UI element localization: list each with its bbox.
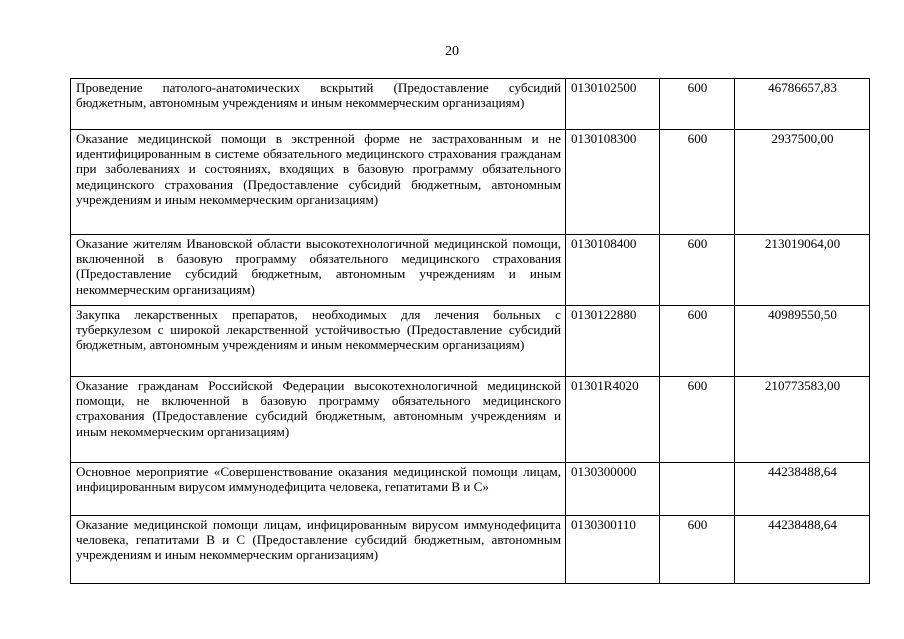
row-code: 0130300000 <box>566 463 660 516</box>
row-code: 0130102500 <box>566 79 660 130</box>
table-row <box>71 463 870 516</box>
row-description: Проведение патолого-анатомических вскрытий (Предоставление субсидий бюджетным, автономным учреждениям и иным некоммерческим организациям) <box>71 79 566 130</box>
row-amount: 2937500,00 <box>735 130 870 235</box>
row-expense-type: 600 <box>660 79 735 130</box>
row-description: Оказание гражданам Российской Федерации высокотехнологичной медицинской помощи, не включенной в базовую программу обязательного медицинского страхования (Предоставление субсидий бюджетным, автономным учреждениям и иным некоммерческим организациям) <box>71 377 566 463</box>
table-row <box>71 79 870 130</box>
row-expense-type: 600 <box>660 306 735 377</box>
row-amount: 46786657,83 <box>735 79 870 130</box>
row-amount: 40989550,50 <box>735 306 870 377</box>
row-amount: 210773583,00 <box>735 377 870 463</box>
row-code: 0130122880 <box>566 306 660 377</box>
row-expense-type: 600 <box>660 516 735 584</box>
row-description: Основное мероприятие «Совершенствование оказания медицинской помощи лицам, инфицированным вирусом иммунодефицита человека, гепатитами B и C» <box>71 463 566 516</box>
row-expense-type <box>660 463 735 516</box>
row-description: Оказание жителям Ивановской области высокотехнологичной медицинской помощи, включенной в базовую программу обязательного медицинского страхования (Предоставление субсидий бюджетным, автономным учреждениям и иным некоммерческим организациям) <box>71 235 566 306</box>
row-code: 0130108400 <box>566 235 660 306</box>
row-amount: 44238488,64 <box>735 516 870 584</box>
row-expense-type: 600 <box>660 235 735 306</box>
table-row <box>71 130 870 235</box>
row-description: Закупка лекарственных препаратов, необходимых для лечения больных с туберкулезом с широкой лекарственной устойчивостью (Предоставление субсидий бюджетным, автономным учреждениям и иным некоммерческим организациям) <box>71 306 566 377</box>
row-code: 01301R4020 <box>566 377 660 463</box>
row-expense-type: 600 <box>660 130 735 235</box>
row-code: 0130300110 <box>566 516 660 584</box>
page-number: 20 <box>445 44 459 59</box>
row-amount: 44238488,64 <box>735 463 870 516</box>
budget-table <box>70 78 870 584</box>
row-description: Оказание медицинской помощи лицам, инфицированным вирусом иммунодефицита человека, гепатитами B и C (Предоставление субсидий бюджетным, автономным учреждениям и иным некоммерческим организациям) <box>71 516 566 584</box>
row-expense-type: 600 <box>660 377 735 463</box>
row-description: Оказание медицинской помощи в экстренной форме не застрахованным и не идентифицированным в системе обязательного медицинского страхования гражданам при заболеваниях и состояниях, входящих в базовую программу обязательного медицинского страхования (Предоставление субсидий бюджетным, автономным учреждениям и иным некоммерческим организациям) <box>71 130 566 235</box>
row-code: 0130108300 <box>566 130 660 235</box>
row-amount: 213019064,00 <box>735 235 870 306</box>
table-row <box>71 516 870 584</box>
table-row <box>71 377 870 463</box>
table-row <box>71 235 870 306</box>
table-row <box>71 306 870 377</box>
